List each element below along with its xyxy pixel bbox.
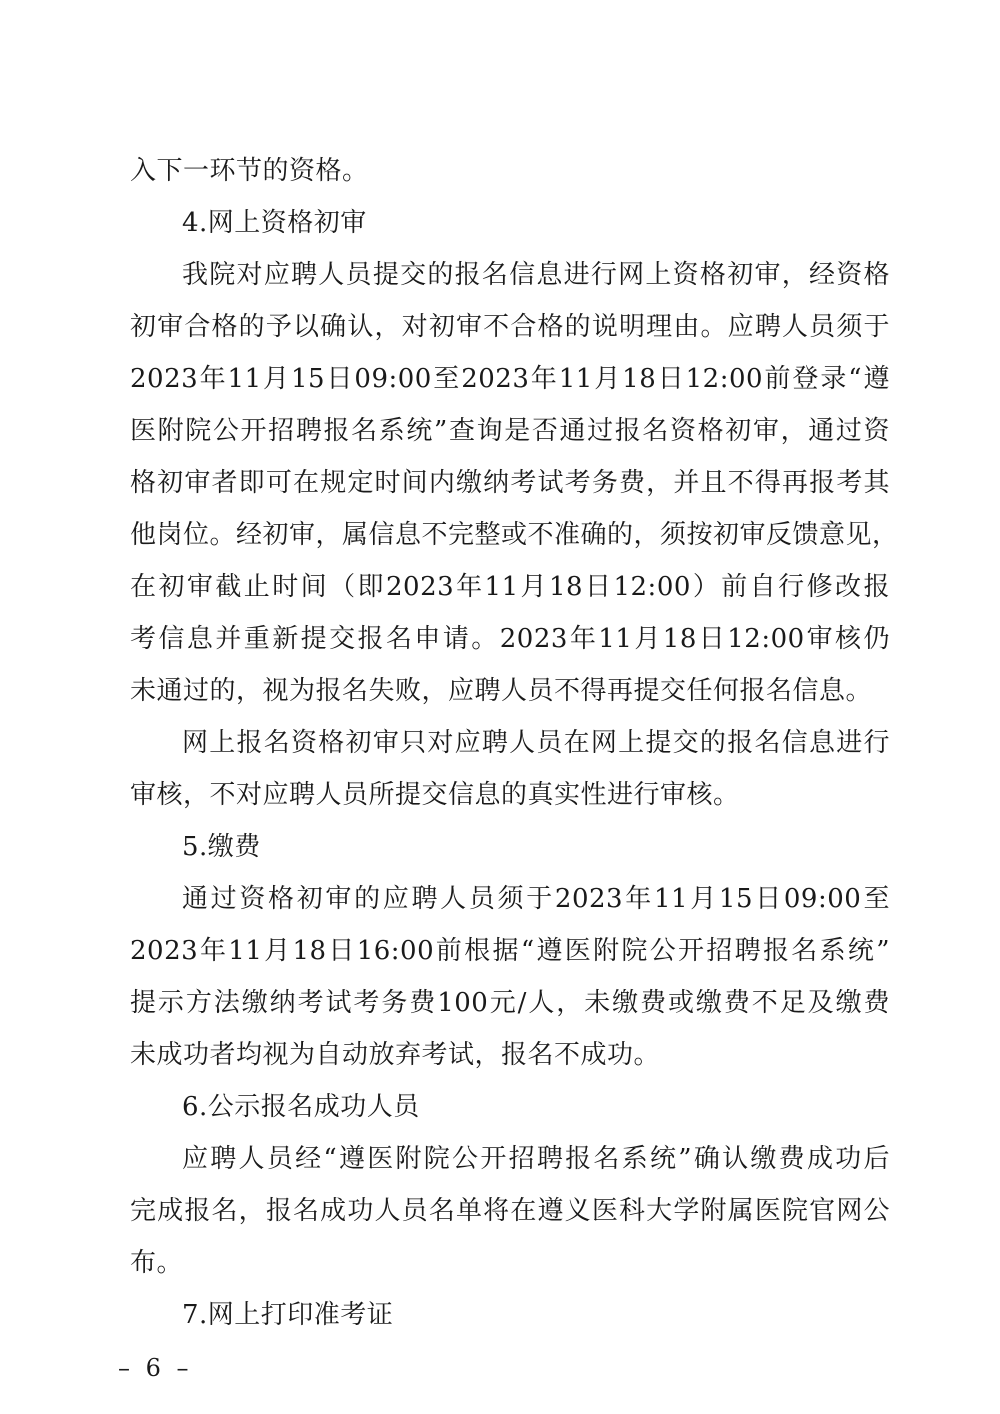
section-4-paragraph-2-line-1: 网上报名资格初审只对应聘人员在网上提交的报名信息进行: [182, 728, 890, 758]
section-4-heading: 4.网上资格初审: [182, 208, 367, 238]
section-4-paragraph-1-line-5: 格初审者即可在规定时间内缴纳考试考务费，并且不得再报考其: [130, 468, 890, 498]
section-4-paragraph-2-line-2: 审核，不对应聘人员所提交信息的真实性进行审核。: [130, 780, 740, 810]
section-7-heading: 7.网上打印准考证: [182, 1300, 394, 1330]
section-4-paragraph-1-line-2: 初审合格的予以确认，对初审不合格的说明理由。应聘人员须于: [130, 312, 890, 342]
section-5-paragraph-1-line-1: 通过资格初审的应聘人员须于2023年11月15日09:00至: [182, 884, 890, 914]
section-5-paragraph-1-line-4: 未成功者均视为自动放弃考试，报名不成功。: [130, 1040, 661, 1070]
section-5-paragraph-1-line-3: 提示方法缴纳考试考务费100元/人，未缴费或缴费不足及缴费: [130, 988, 890, 1018]
section-6-paragraph-1-line-3: 布。: [130, 1248, 184, 1278]
carry-over-line: 入下一环节的资格。: [130, 156, 369, 186]
section-6-paragraph-1-line-2: 完成报名，报名成功人员名单将在遵义医科大学附属医院官网公: [130, 1196, 890, 1226]
section-4-paragraph-1-line-9: 未通过的，视为报名失败，应聘人员不得再提交任何报名信息。: [130, 676, 873, 706]
section-4-paragraph-1-line-1: 我院对应聘人员提交的报名信息进行网上资格初审，经资格: [182, 260, 890, 290]
section-5-paragraph-1-line-2: 2023年11月18日16:00前根据“遵医附院公开招聘报名系统”: [130, 936, 890, 966]
section-4-paragraph-1-line-4: 医附院公开招聘报名系统”查询是否通过报名资格初审，通过资: [130, 416, 890, 446]
section-6-paragraph-1-line-1: 应聘人员经“遵医附院公开招聘报名系统”确认缴费成功后: [182, 1144, 890, 1174]
page-number: – 6 –: [118, 1354, 193, 1382]
section-6-heading: 6.公示报名成功人员: [182, 1092, 420, 1122]
section-4-paragraph-1-line-7: 在初审截止时间（即2023年11月18日12:00）前自行修改报: [130, 572, 890, 602]
section-5-heading: 5.缴费: [182, 832, 261, 862]
section-4-paragraph-1-line-3: 2023年11月15日09:00至2023年11月18日12:00前登录“遵: [130, 364, 890, 394]
section-4-paragraph-1-line-8: 考信息并重新提交报名申请。2023年11月18日12:00审核仍: [130, 624, 890, 654]
section-4-paragraph-1-line-6: 他岗位。经初审，属信息不完整或不准确的，须按初审反馈意见，: [130, 520, 899, 550]
